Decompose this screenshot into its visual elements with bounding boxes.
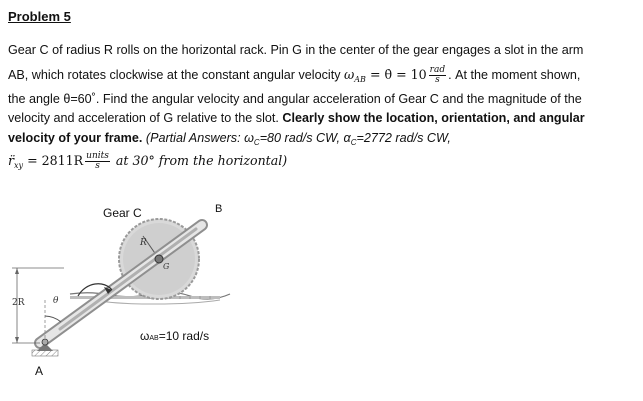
- line5-answers-b: =80 rad/s CW, α: [259, 131, 351, 145]
- point-a-label: A: [35, 364, 44, 378]
- line5-subscript-1: C: [253, 138, 260, 147]
- gear-c-label: Gear C: [103, 206, 142, 220]
- line2-text-b: . At the moment shown,: [448, 67, 581, 82]
- r-ddot-symbol: r̈: [8, 152, 15, 168]
- accel-direction: at 30° from the horizontal): [111, 152, 288, 168]
- fraction-numerator: units: [86, 151, 109, 161]
- theta-arc: [45, 316, 61, 322]
- line5-answers-c: =2772 rad/s CW,: [356, 131, 451, 145]
- problem-title: Problem 5: [8, 9, 71, 24]
- fraction-denominator: s: [435, 75, 440, 85]
- pin-g: [155, 255, 163, 263]
- omega-symbol: ω: [344, 66, 355, 82]
- point-b-label: B: [215, 203, 223, 215]
- line5-text-bold: velocity of your frame.: [8, 131, 143, 145]
- omega-equation: = θ̇ = 10: [365, 66, 427, 82]
- omega-symbol: ω: [140, 329, 150, 343]
- omega-subscript: AB: [354, 74, 366, 84]
- line4-text-bold: Clearly show the location, orientation, and angular: [282, 111, 585, 125]
- omega-ab-label: [140, 329, 209, 343]
- omega-value: =10 rad/s: [158, 329, 210, 343]
- line5-subscript-2: C: [350, 138, 357, 147]
- omega-subscript: AB: [149, 335, 159, 342]
- line4-text-a: velocity and acceleration of G relative to the slot.: [8, 111, 283, 125]
- r-ddot-subscript: xy: [14, 160, 24, 170]
- radius-r-label: R: [140, 238, 147, 248]
- line5-answers-a: (Partial Answers: ω: [142, 131, 254, 145]
- fraction-denominator: s: [95, 161, 100, 171]
- accel-equation: = 2811R: [23, 152, 84, 168]
- problem-line-1: Gear C of radius R rolls on the horizontal rack. Pin G in the center of the gear engages a slot in the arm: [8, 43, 584, 57]
- problem-line-3: the angle θ=60˚. Find the angular velocity and angular acceleration of Gear C and the magnitude of the: [8, 92, 582, 106]
- dim-2r-label: 2R: [12, 298, 25, 308]
- pin-g-label: G: [163, 262, 170, 271]
- fraction-numerator: rad: [429, 65, 446, 75]
- theta-label: θ: [53, 296, 59, 306]
- line2-text-a: AB, which rotates clockwise at the constant angular velocity: [8, 67, 344, 82]
